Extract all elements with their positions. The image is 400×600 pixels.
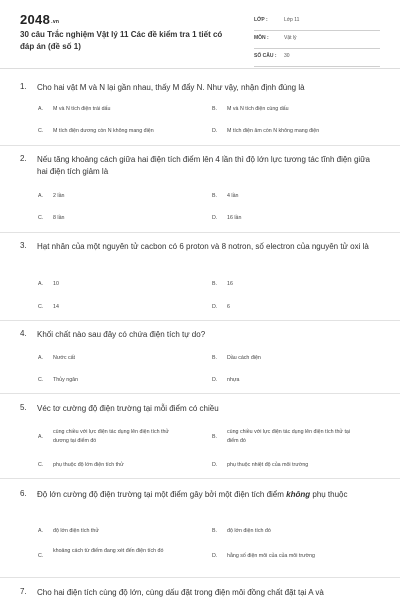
option-letter: A. bbox=[38, 434, 44, 440]
option-letter: B. bbox=[212, 434, 218, 440]
option-text: Nước cất bbox=[53, 355, 76, 361]
question-number: 3. bbox=[20, 241, 27, 250]
lop-label: LỚP : bbox=[254, 17, 268, 23]
question-divider bbox=[0, 320, 400, 321]
mon-value: Vật lý bbox=[284, 35, 297, 41]
question-text: Cho hai điện tích cùng độ lớn, cùng dấu đặt trong điện môi đồng chất đặt tại A và bbox=[37, 588, 324, 597]
option-text: khoảng cách từ điểm đang xét đến điện tích đó bbox=[53, 548, 164, 554]
option-text: Dầu cách điện bbox=[227, 355, 261, 361]
question-text: Hạt nhân của một nguyên tử cacbon có 6 proton và 8 notron, số electron của nguyên tử oxi là bbox=[37, 242, 369, 251]
socau-label: SỐ CÂU : bbox=[254, 53, 277, 59]
meta-row-lop bbox=[254, 15, 380, 31]
option-text: phụ thuộc nhiệt độ của môi trường bbox=[227, 462, 309, 468]
option-letter: C. bbox=[38, 377, 44, 383]
question-text: Nếu tăng khoảng cách giữa hai điện tích điểm lên 4 lần thì độ lớn lực tương tác tĩnh điện giữa hai điện tích giảm là bbox=[37, 155, 371, 176]
option-text: phụ thuộc độ lớn điện tích thử bbox=[53, 462, 124, 468]
option-letter: D. bbox=[212, 128, 218, 134]
option-letter: D. bbox=[212, 553, 218, 559]
option-letter: D. bbox=[212, 304, 218, 310]
question-divider bbox=[0, 232, 400, 233]
option-text: M và N tích điện trái dấu bbox=[53, 106, 111, 112]
meta-row-socau bbox=[254, 51, 380, 67]
question-number: 5. bbox=[20, 403, 27, 412]
question-text-part: phụ thuộc bbox=[310, 490, 348, 499]
header-divider bbox=[0, 68, 400, 69]
question-text bbox=[37, 489, 380, 501]
option-text: 2 lần bbox=[53, 193, 65, 199]
option-letter: D. bbox=[212, 462, 218, 468]
option-text: M tích điện dương còn N không mang điện bbox=[53, 128, 154, 134]
meta-info bbox=[254, 15, 380, 69]
question-number: 1. bbox=[20, 82, 27, 91]
option-text: M tích điện âm còn N không mang điện bbox=[227, 128, 320, 134]
option-letter: D. bbox=[212, 377, 218, 383]
option-text: 10 bbox=[53, 281, 59, 287]
question-divider bbox=[0, 478, 400, 479]
option-letter: C. bbox=[38, 462, 44, 468]
option-text: 14 bbox=[53, 304, 59, 310]
option-letter: C. bbox=[38, 215, 44, 221]
question-number: 2. bbox=[20, 154, 27, 163]
option-text: 16 lần bbox=[227, 215, 242, 221]
logo-suffix: .vn bbox=[51, 19, 60, 25]
site-logo[interactable] bbox=[20, 12, 59, 27]
option-text: Thủy ngân bbox=[53, 377, 79, 383]
question-text: Cho hai vật M và N lại gần nhau, thấy M đẩy N. Như vậy, nhận định đúng là bbox=[37, 83, 305, 92]
option-letter: B. bbox=[212, 355, 218, 361]
option-text: độ lớn điện tích đó bbox=[227, 528, 271, 534]
option-text: cùng chiều với lực điện tác dụng lên điện tích thử tại điểm đó bbox=[227, 429, 351, 444]
question-number: 7. bbox=[20, 587, 27, 596]
option-letter: A. bbox=[38, 193, 44, 199]
option-text: 8 lần bbox=[53, 215, 65, 221]
socau-value: 30 bbox=[284, 53, 290, 59]
option-letter: A. bbox=[38, 528, 44, 534]
option-text: 6 bbox=[227, 304, 230, 310]
option-letter: C. bbox=[38, 128, 44, 134]
question-number: 6. bbox=[20, 489, 27, 498]
question-number: 4. bbox=[20, 329, 27, 338]
option-letter: A. bbox=[38, 355, 44, 361]
option-letter: C. bbox=[38, 304, 44, 310]
document-title: 30 câu Trắc nghiệm Vật lý 11 Các đề kiểm tra 1 tiết có đáp án (đề số 1) bbox=[20, 30, 223, 51]
option-letter: D. bbox=[212, 215, 218, 221]
option-letter: B. bbox=[212, 193, 218, 199]
option-text: độ lớn điện tích thử bbox=[53, 528, 99, 534]
question-text-emphasis: không bbox=[286, 490, 311, 499]
option-text: nhựa bbox=[227, 377, 240, 383]
question-text: Véc tơ cường độ điện trường tại mỗi điểm có chiều bbox=[37, 404, 219, 413]
option-letter: B. bbox=[212, 106, 218, 112]
question-divider bbox=[0, 577, 400, 578]
question-divider bbox=[0, 145, 400, 146]
logo-main: 2048 bbox=[20, 12, 51, 27]
option-text: 4 lần bbox=[227, 193, 239, 199]
question-text: Khối chất nào sau đây có chứa điện tích tự do? bbox=[37, 330, 206, 339]
option-text: cùng chiều với lực điện tác dụng lên điện tích thử dương tại điểm đó bbox=[53, 429, 169, 444]
option-letter: B. bbox=[212, 281, 218, 287]
document-header bbox=[0, 0, 400, 64]
option-text: hằng số điện môi của của môi trường bbox=[227, 553, 315, 559]
option-letter: C. bbox=[38, 553, 44, 559]
option-letter: B. bbox=[212, 528, 218, 534]
option-text: M và N tích điện cùng dấu bbox=[227, 106, 289, 112]
meta-row-mon bbox=[254, 33, 380, 49]
option-letter: A. bbox=[38, 281, 44, 287]
lop-value: Lớp 11 bbox=[284, 17, 300, 23]
question-text-part: Độ lớn cường độ điện trường tại một điểm gây bởi một điện tích điểm bbox=[37, 490, 287, 499]
option-letter: A. bbox=[38, 106, 44, 112]
option-text: 16 bbox=[227, 281, 233, 287]
question-divider bbox=[0, 393, 400, 394]
mon-label: MÔN : bbox=[254, 35, 269, 41]
